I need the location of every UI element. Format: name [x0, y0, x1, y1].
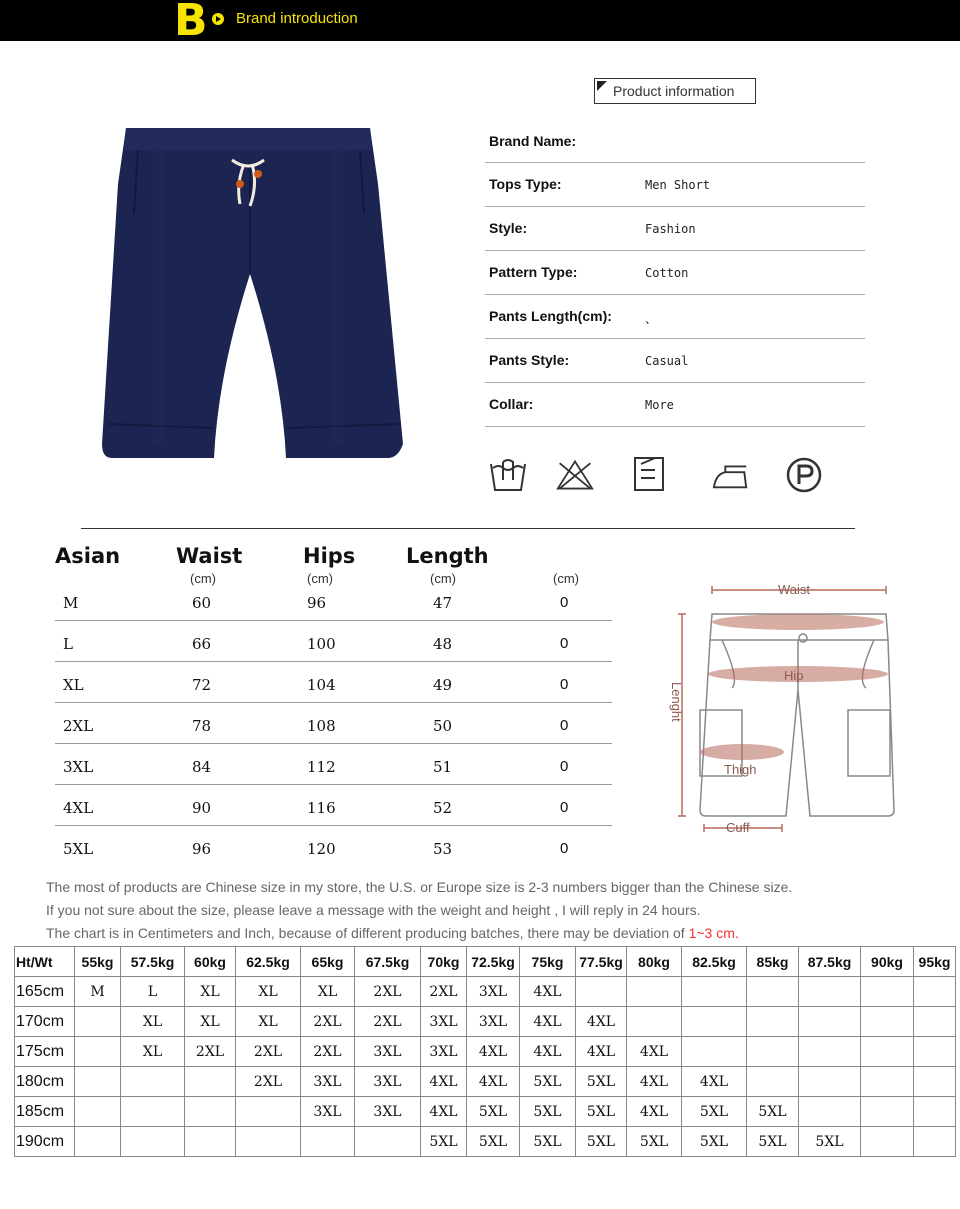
size-cell: [861, 1097, 914, 1127]
size-cell: [747, 977, 799, 1007]
attribute-value: 、: [645, 312, 658, 326]
size-cell: 3XL: [355, 1037, 421, 1067]
size-cell: [185, 1127, 236, 1157]
weight-header-cell: 82.5kg: [682, 947, 747, 977]
shorts-product-image: [98, 124, 408, 460]
size-cell: 2XL: [301, 1037, 355, 1067]
size-header-length: Length: [406, 544, 489, 568]
size-cell: [75, 1067, 121, 1097]
attribute-value: Cotton: [645, 266, 689, 280]
weight-header-cell: 87.5kg: [799, 947, 861, 977]
height-label-cell: 170cm: [15, 1007, 75, 1037]
size-row: [55, 662, 612, 703]
size-cell: [75, 1007, 121, 1037]
attribute-value: Casual: [645, 354, 689, 368]
note-line-3: [46, 922, 792, 945]
size-row: [55, 826, 612, 866]
size-cell: 3XL: [301, 1067, 355, 1097]
size-cell: 5XL: [421, 1127, 467, 1157]
diagram-waist-label: Waist: [778, 582, 811, 597]
size-value: 96: [192, 840, 212, 858]
size-cell: [861, 1007, 914, 1037]
weight-header-cell: 67.5kg: [355, 947, 421, 977]
size-cell: 5XL: [627, 1127, 682, 1157]
size-cell: 4XL: [576, 1037, 627, 1067]
size-cell: 3XL: [421, 1037, 467, 1067]
size-cell: 5XL: [799, 1127, 861, 1157]
brand-logo-letter: B: [174, 0, 208, 46]
size-cell: [747, 1037, 799, 1067]
note-line-2: If you not sure about the size, please leave a message with the weight and height , I will reply in 24 hours.: [46, 902, 701, 918]
height-label-cell: 165cm: [15, 977, 75, 1007]
size-notes: [46, 876, 792, 945]
size-value: 100: [307, 635, 336, 653]
size-cell: 5XL: [576, 1127, 627, 1157]
weight-header-cell: 60kg: [185, 947, 236, 977]
size-row: [55, 580, 612, 621]
dry-clean-p-icon: [785, 456, 823, 494]
attribute-row: [485, 207, 865, 251]
size-cell: 5XL: [520, 1067, 576, 1097]
size-cell: [236, 1097, 301, 1127]
size-unit-hips: (cm): [307, 571, 333, 586]
weight-header-cell: 77.5kg: [576, 947, 627, 977]
size-cell: [799, 1097, 861, 1127]
size-cell: 2XL: [355, 1007, 421, 1037]
size-cell: [799, 977, 861, 1007]
attribute-row: [485, 295, 865, 339]
height-row: [15, 1097, 956, 1127]
size-value: 66: [192, 635, 212, 653]
size-header-asian: Asian: [55, 544, 121, 568]
size-value: 0: [560, 676, 569, 693]
size-value: 108: [307, 717, 336, 735]
size-row: [55, 621, 612, 662]
size-cell: 5XL: [520, 1097, 576, 1127]
attribute-row: [485, 339, 865, 383]
size-cell: 4XL: [576, 1007, 627, 1037]
product-information-label: [594, 78, 756, 104]
size-cell: 3XL: [467, 977, 520, 1007]
size-cell: L: [121, 977, 185, 1007]
size-cell: [355, 1127, 421, 1157]
size-cell: [627, 977, 682, 1007]
size-unit-extra: (cm): [553, 571, 579, 586]
size-cell: [682, 1007, 747, 1037]
weight-header-cell: 55kg: [75, 947, 121, 977]
attribute-row: [485, 163, 865, 207]
size-cell: XL: [121, 1037, 185, 1067]
size-cell: XL: [121, 1007, 185, 1037]
size-value: 120: [307, 840, 336, 858]
height-label-cell: 175cm: [15, 1037, 75, 1067]
size-cell: [914, 1067, 956, 1097]
attribute-row: [485, 120, 865, 163]
size-value: 84: [192, 758, 212, 776]
size-cell: 4XL: [627, 1097, 682, 1127]
size-cell: [914, 1127, 956, 1157]
size-cell: 4XL: [520, 1007, 576, 1037]
note-deviation-highlight: 1~3 cm: [688, 925, 735, 941]
size-cell: 3XL: [421, 1007, 467, 1037]
size-value: 90: [192, 799, 212, 817]
size-cell: [799, 1067, 861, 1097]
size-cell: 5XL: [520, 1127, 576, 1157]
size-cell: [861, 977, 914, 1007]
size-value: 52: [433, 799, 453, 817]
weight-header-cell: 72.5kg: [467, 947, 520, 977]
size-cell: 5XL: [467, 1127, 520, 1157]
attribute-label: Brand Name:: [489, 133, 577, 149]
note-line-3-end: .: [734, 925, 739, 941]
size-cell: [914, 1007, 956, 1037]
size-unit-waist: (cm): [190, 571, 216, 586]
size-row: [55, 785, 612, 826]
weight-header-cell: 70kg: [421, 947, 467, 977]
size-cell: [185, 1097, 236, 1127]
size-cell: 3XL: [355, 1067, 421, 1097]
height-label-cell: 180cm: [15, 1067, 75, 1097]
section-divider: [81, 528, 855, 529]
product-information-title: Product information: [613, 83, 735, 99]
note-line-3-text: The chart is in Centimeters and Inch, because of different producing batches, there may be deviation of: [46, 925, 689, 941]
height-row: [15, 1127, 956, 1157]
size-value: 60: [192, 594, 212, 612]
size-value: 112: [307, 758, 336, 776]
height-row: [15, 1067, 956, 1097]
size-value: 0: [560, 635, 569, 652]
size-cell: 4XL: [421, 1067, 467, 1097]
play-icon: [212, 13, 224, 25]
measurement-diagram: [660, 570, 908, 855]
size-value: 51: [433, 758, 453, 776]
size-cell: [914, 1097, 956, 1127]
attribute-label: Pants Length(cm):: [489, 308, 612, 324]
attribute-value: Men Short: [645, 178, 711, 192]
size-cell: [861, 1127, 914, 1157]
weight-header-cell: 90kg: [861, 947, 914, 977]
size-value: 0: [560, 717, 569, 734]
size-value: 116: [307, 799, 336, 817]
size-label: XL: [63, 676, 84, 694]
weight-header-cell: 80kg: [627, 947, 682, 977]
note-line-1: The most of products are Chinese size in my store, the U.S. or Europe size is 2-3 numbers bigger than the Chinese size.: [46, 879, 793, 895]
size-cell: [121, 1097, 185, 1127]
height-row: [15, 1007, 956, 1037]
size-value: 49: [433, 676, 453, 694]
size-row: [55, 703, 612, 744]
weight-header-cell: 85kg: [747, 947, 799, 977]
size-cell: 2XL: [236, 1067, 301, 1097]
diagram-cuff-label: Cuff: [726, 820, 750, 835]
size-cell: 2XL: [236, 1037, 301, 1067]
size-cell: 4XL: [627, 1037, 682, 1067]
size-cell: [682, 1037, 747, 1067]
no-bleach-icon: [556, 456, 594, 494]
attribute-label: Tops Type:: [489, 176, 562, 192]
size-unit-length: (cm): [430, 571, 456, 586]
size-cell: 4XL: [682, 1067, 747, 1097]
size-label: 3XL: [63, 758, 94, 776]
weight-header-cell: 75kg: [520, 947, 576, 977]
size-value: 47: [433, 594, 453, 612]
size-value: 48: [433, 635, 453, 653]
product-attributes-table: [485, 120, 865, 427]
size-cell: 5XL: [576, 1097, 627, 1127]
size-value: 50: [433, 717, 453, 735]
attribute-row: [485, 251, 865, 295]
size-cell: [236, 1127, 301, 1157]
size-cell: 3XL: [467, 1007, 520, 1037]
size-cell: XL: [236, 977, 301, 1007]
size-value: 0: [560, 594, 569, 611]
size-cell: 3XL: [355, 1097, 421, 1127]
ht-wt-corner-cell: Ht/Wt: [15, 947, 75, 977]
size-cell: 4XL: [520, 977, 576, 1007]
size-value: 104: [307, 676, 336, 694]
size-cell: 5XL: [747, 1097, 799, 1127]
size-cell: 5XL: [467, 1097, 520, 1127]
height-row: [15, 977, 956, 1007]
corner-triangle-icon: [597, 81, 607, 91]
size-cell: 2XL: [185, 1037, 236, 1067]
size-value: 78: [192, 717, 212, 735]
size-cell: [301, 1127, 355, 1157]
size-value: 53: [433, 840, 453, 858]
banner-title: Brand introduction: [236, 10, 358, 27]
size-cell: XL: [185, 1007, 236, 1037]
size-header-waist: Waist: [176, 544, 243, 568]
size-cell: [747, 1007, 799, 1037]
size-label: L: [63, 635, 73, 653]
iron-icon: [712, 456, 750, 494]
size-cell: 2XL: [421, 977, 467, 1007]
size-cell: 5XL: [747, 1127, 799, 1157]
size-cell: 2XL: [355, 977, 421, 1007]
size-cell: 4XL: [627, 1067, 682, 1097]
size-label: 4XL: [63, 799, 94, 817]
size-cell: [75, 1037, 121, 1067]
weight-header-cell: 62.5kg: [236, 947, 301, 977]
size-cell: [627, 1007, 682, 1037]
size-cell: M: [75, 977, 121, 1007]
size-cell: [121, 1127, 185, 1157]
size-cell: [799, 1037, 861, 1067]
attribute-label: Collar:: [489, 396, 534, 412]
size-cell: [747, 1067, 799, 1097]
height-weight-header-row: [15, 947, 956, 977]
size-cell: [914, 977, 956, 1007]
size-value: 0: [560, 758, 569, 775]
size-cell: 4XL: [421, 1097, 467, 1127]
tumble-dry-icon: [633, 456, 671, 494]
size-value: 0: [560, 799, 569, 816]
size-value: 72: [192, 676, 212, 694]
attribute-label: Style:: [489, 220, 528, 236]
weight-header-cell: 65kg: [301, 947, 355, 977]
size-value: 0: [560, 840, 569, 857]
attribute-value: More: [645, 398, 674, 412]
height-label-cell: 190cm: [15, 1127, 75, 1157]
size-chart-rows: [55, 580, 612, 866]
size-cell: [75, 1097, 121, 1127]
size-cell: [861, 1037, 914, 1067]
size-label: 2XL: [63, 717, 94, 735]
size-cell: 5XL: [682, 1127, 747, 1157]
weight-header-cell: 95kg: [914, 947, 956, 977]
attribute-label: Pattern Type:: [489, 264, 578, 280]
diagram-hip-label: Hip: [784, 668, 804, 683]
size-cell: [75, 1127, 121, 1157]
height-label-cell: 185cm: [15, 1097, 75, 1127]
height-weight-table: [14, 946, 956, 1157]
size-cell: 2XL: [301, 1007, 355, 1037]
size-cell: [799, 1007, 861, 1037]
size-label: 5XL: [63, 840, 94, 858]
weight-header-cell: 57.5kg: [121, 947, 185, 977]
wash-30-icon: [489, 456, 527, 494]
size-label: M: [63, 594, 79, 612]
size-cell: 4XL: [520, 1037, 576, 1067]
size-value: 96: [307, 594, 327, 612]
size-cell: [682, 977, 747, 1007]
height-row: [15, 1037, 956, 1067]
size-cell: 5XL: [576, 1067, 627, 1097]
brand-banner: [0, 0, 960, 46]
attribute-label: Pants Style:: [489, 352, 570, 368]
diagram-length-label: Lenght: [669, 682, 684, 722]
size-header-hips: Hips: [303, 544, 356, 568]
size-cell: 4XL: [467, 1067, 520, 1097]
size-cell: 5XL: [682, 1097, 747, 1127]
attribute-row: [485, 383, 865, 427]
size-row: [55, 744, 612, 785]
size-cell: [914, 1037, 956, 1067]
diagram-thigh-label: Thigh: [724, 762, 757, 777]
size-cell: XL: [301, 977, 355, 1007]
size-cell: [576, 977, 627, 1007]
attribute-value: Fashion: [645, 222, 696, 236]
size-cell: 4XL: [467, 1037, 520, 1067]
size-cell: 3XL: [301, 1097, 355, 1127]
size-cell: [861, 1067, 914, 1097]
size-cell: XL: [236, 1007, 301, 1037]
size-cell: XL: [185, 977, 236, 1007]
size-cell: [121, 1067, 185, 1097]
size-cell: [185, 1067, 236, 1097]
